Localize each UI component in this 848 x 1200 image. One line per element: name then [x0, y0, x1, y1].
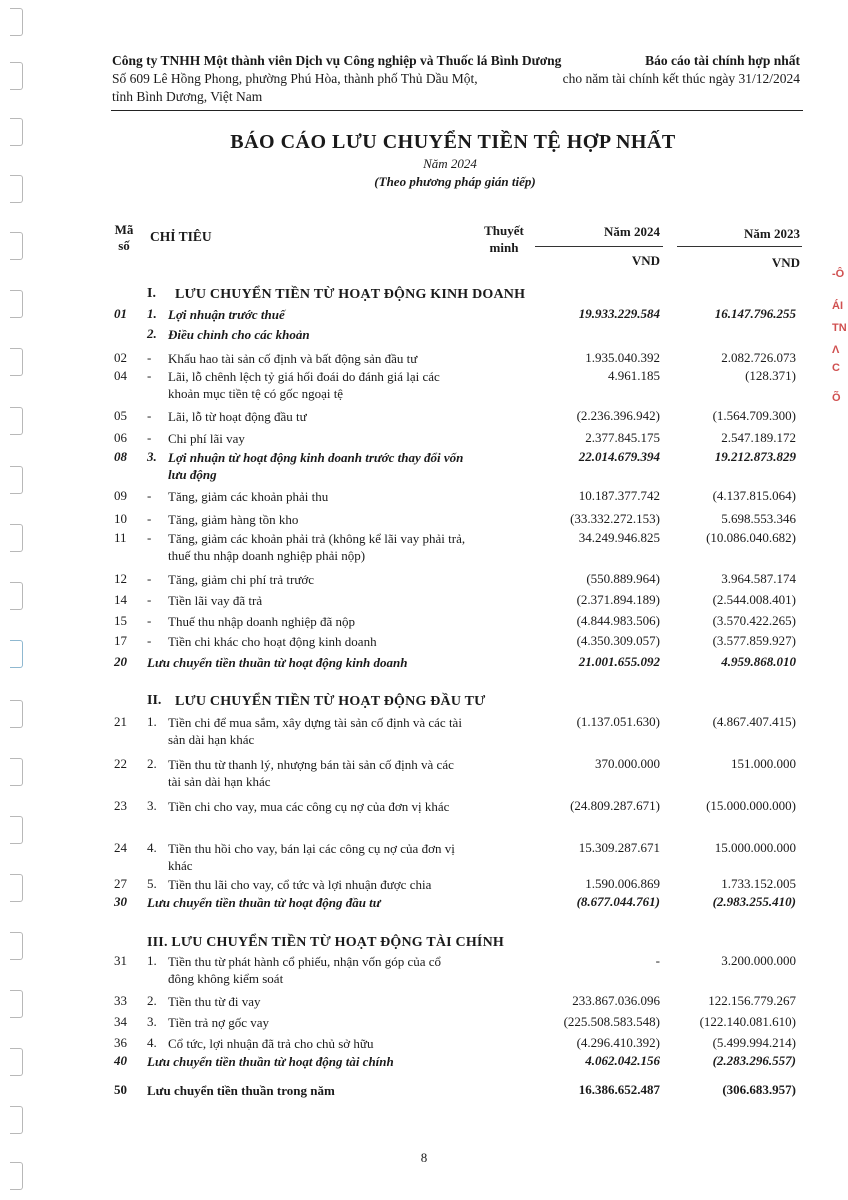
row-marker: - — [147, 408, 152, 423]
value-2023: 4.959.868.010 — [721, 654, 796, 669]
row-marker: II. — [147, 693, 162, 708]
value-2023: (2.283.296.557) — [712, 1053, 796, 1068]
row-label: Tiền chi cho vay, mua các công cụ nợ của đơn vị khác — [168, 799, 450, 814]
report-type: Báo cáo tài chính hợp nhất — [645, 53, 800, 68]
value-2023: (4.137.815.064) — [712, 488, 796, 503]
value-2024: (550.889.964) — [586, 571, 660, 586]
value-2023: (306.683.957) — [722, 1082, 796, 1097]
value-2023: (15.000.000.000) — [706, 798, 796, 813]
row-code: 40 — [114, 1053, 127, 1068]
value-2024: (225.508.583.548) — [563, 1014, 660, 1029]
value-2023: 2.547.189.172 — [721, 430, 796, 445]
row-label: Tiền thu lãi cho vay, cổ tức và lợi nhuận được chia — [168, 877, 432, 892]
row-label: Lợi nhuận trước thuế — [168, 307, 285, 322]
row-label: Lãi, lỗ chênh lệch tỷ giá hối đoái do đánh giá lại các khoản mục tiền tệ có gốc ngoại tệ — [168, 369, 440, 401]
row-label: Tiền chi khác cho hoạt động kinh doanh — [168, 634, 377, 649]
row-marker: 1. — [147, 953, 157, 968]
row-label: Tăng, giảm các khoản phải thu — [168, 489, 329, 504]
company-address-line1: Số 609 Lê Hồng Phong, phường Phú Hòa, thành phố Thủ Dầu Một, — [112, 71, 478, 86]
value-2024: 4.062.042.156 — [585, 1053, 660, 1068]
value-2024: (33.332.272.153) — [570, 511, 660, 526]
value-2023: (3.570.422.265) — [712, 613, 796, 628]
row-label: Lưu chuyển tiền thuần từ hoạt động kinh doanh — [147, 655, 408, 670]
row-marker: 5. — [147, 876, 157, 891]
row-code: 12 — [114, 571, 127, 586]
value-2024: 21.001.655.092 — [578, 654, 660, 669]
row-marker: 2. — [147, 993, 157, 1008]
row-code: 21 — [114, 714, 127, 729]
row-label: LƯU CHUYỂN TIỀN TỪ HOẠT ĐỘNG KINH DOANH — [175, 287, 526, 302]
row-marker: - — [147, 530, 152, 545]
row-marker: - — [147, 488, 152, 503]
row-label: Lợi nhuận từ hoạt động kinh doanh trước thay đổi vốn lưu động — [168, 450, 464, 482]
row-label: Tiền chi để mua sắm, xây dựng tài sản cố định và các tài sản dài hạn khác — [168, 715, 462, 747]
value-2024: (2.236.396.942) — [576, 408, 660, 423]
value-2023: 19.212.873.829 — [714, 449, 796, 464]
page-title: BÁO CÁO LƯU CHUYỂN TIỀN TỆ HỢP NHẤT — [230, 131, 676, 153]
row-code: 15 — [114, 613, 127, 628]
value-2024: (1.137.051.630) — [576, 714, 660, 729]
report-year: Năm 2024 — [423, 156, 477, 171]
value-2023: (4.867.407.415) — [712, 714, 796, 729]
row-label: Lãi, lỗ từ hoạt động đầu tư — [168, 409, 307, 424]
value-2024: - — [655, 953, 660, 968]
row-label: Lưu chuyển tiền thuần từ hoạt động đầu tư — [147, 895, 381, 910]
col-2023-header: Năm 2023 — [744, 226, 800, 241]
row-marker: 1. — [147, 714, 157, 729]
value-2023: (3.577.859.927) — [712, 633, 796, 648]
value-2023: 1.733.152.005 — [721, 876, 796, 891]
col-item-header: CHỈ TIÊU — [150, 229, 212, 244]
row-code: 17 — [114, 633, 127, 648]
value-2024: (4.844.983.506) — [576, 613, 660, 628]
row-label: LƯU CHUYỂN TIỀN TỪ HOẠT ĐỘNG ĐẦU TƯ — [175, 694, 486, 709]
value-2024: 4.961.185 — [608, 368, 660, 383]
value-2023: 16.147.796.255 — [714, 306, 796, 321]
row-code: 09 — [114, 488, 127, 503]
row-label: Lưu chuyển tiền thuần trong năm — [147, 1083, 335, 1098]
row-code: 20 — [114, 654, 127, 669]
row-code: 01 — [114, 306, 127, 321]
row-code: 08 — [114, 449, 127, 464]
row-marker: - — [147, 633, 152, 648]
value-2023: (1.564.709.300) — [712, 408, 796, 423]
row-marker: 2. — [147, 326, 157, 341]
row-label: Tăng, giảm chi phí trả trước — [168, 572, 315, 587]
row-code: 36 — [114, 1035, 127, 1050]
row-code: 33 — [114, 993, 127, 1008]
row-label: Tăng, giảm các khoản phải trả (không kể lãi vay phải trả, thuế thu nhập doanh nghiệp phải nộp) — [168, 531, 466, 563]
col-2023-rule — [677, 246, 802, 247]
value-2024: 16.386.652.487 — [578, 1082, 660, 1097]
value-2023: 122.156.779.267 — [708, 993, 796, 1008]
row-code: 02 — [114, 350, 127, 365]
row-marker: I. — [147, 286, 156, 301]
row-marker: 3. — [147, 1014, 157, 1029]
value-2024: 1.935.040.392 — [585, 350, 660, 365]
row-marker: 3. — [147, 798, 157, 813]
row-code: 06 — [114, 430, 127, 445]
row-code: 14 — [114, 592, 127, 607]
row-label: Tiền thu từ thanh lý, nhượng bán tài sản cố định và các tài sản dài hạn khác — [168, 757, 454, 789]
row-label: III. LƯU CHUYỂN TIỀN TỪ HOẠT ĐỘNG TÀI CHÍNH — [147, 935, 504, 950]
value-2024: 233.867.036.096 — [572, 993, 660, 1008]
row-label: Điều chỉnh cho các khoản — [168, 327, 310, 342]
row-code: 50 — [114, 1082, 127, 1097]
row-marker: 4. — [147, 1035, 157, 1050]
value-2024: 370.000.000 — [595, 756, 660, 771]
row-marker: - — [147, 430, 152, 445]
value-2023: 2.082.726.073 — [721, 350, 796, 365]
value-2024: (24.809.287.671) — [570, 798, 660, 813]
company-address-line2: tỉnh Bình Dương, Việt Nam — [112, 89, 263, 104]
col-2023-unit: VND — [771, 255, 800, 270]
row-code: 22 — [114, 756, 127, 771]
value-2023: 5.698.553.346 — [721, 511, 796, 526]
value-2023: (128.371) — [745, 368, 796, 383]
value-2024: 1.590.006.869 — [585, 876, 660, 891]
row-label: Thuế thu nhập doanh nghiệp đã nộp — [168, 614, 356, 629]
row-code: 11 — [114, 530, 127, 545]
value-2023: (122.140.081.610) — [699, 1014, 796, 1029]
row-marker: - — [147, 511, 152, 526]
col-2024-header: Năm 2024 — [604, 224, 660, 239]
value-2024: (8.677.044.761) — [576, 894, 660, 909]
value-2024: (4.296.410.392) — [576, 1035, 660, 1050]
company-name: Công ty TNHH Một thành viên Dịch vụ Công nghiệp và Thuốc lá Bình Dương — [112, 53, 562, 68]
header-rule — [111, 110, 803, 111]
value-2024: 19.933.229.584 — [578, 306, 660, 321]
row-marker: - — [147, 613, 152, 628]
value-2023: 3.200.000.000 — [721, 953, 796, 968]
row-code: 27 — [114, 876, 127, 891]
row-marker: 1. — [147, 306, 157, 321]
row-code: 04 — [114, 368, 127, 383]
report-method: (Theo phương pháp gián tiếp) — [374, 174, 536, 189]
value-2024: 22.014.679.394 — [578, 449, 660, 464]
row-marker: - — [147, 350, 152, 365]
value-2023: 15.000.000.000 — [714, 840, 796, 855]
value-2023: 3.964.587.174 — [721, 571, 796, 586]
col-code-header: Mã số — [114, 222, 134, 253]
row-label: Cổ tức, lợi nhuận đã trả cho chủ sở hữu — [168, 1036, 374, 1051]
value-2024: 2.377.845.175 — [585, 430, 660, 445]
row-marker: 2. — [147, 756, 157, 771]
row-code: 30 — [114, 894, 127, 909]
row-label: Tiền thu hồi cho vay, bán lại các công cụ nợ của đơn vị khác — [168, 841, 455, 873]
row-label: Khấu hao tài sản cố định và bất động sản đầu tư — [168, 351, 418, 366]
report-period: cho năm tài chính kết thúc ngày 31/12/2024 — [562, 71, 800, 86]
row-marker: 4. — [147, 840, 157, 855]
value-2023: (2.983.255.410) — [712, 894, 796, 909]
row-marker: 3. — [147, 449, 157, 464]
row-code: 23 — [114, 798, 127, 813]
value-2023: 151.000.000 — [731, 756, 796, 771]
col-2024-unit: VND — [631, 253, 660, 268]
row-label: Tiền lãi vay đã trả — [168, 593, 263, 608]
row-label: Tăng, giảm hàng tồn kho — [168, 512, 299, 527]
value-2024: 34.249.946.825 — [578, 530, 660, 545]
value-2023: (2.544.008.401) — [712, 592, 796, 607]
page-number: 8 — [420, 1150, 428, 1165]
value-2024: 10.187.377.742 — [578, 488, 660, 503]
row-code: 10 — [114, 511, 127, 526]
row-marker: - — [147, 571, 152, 586]
col-note-header: Thuyết minh — [484, 223, 524, 255]
col-2024-rule — [535, 246, 663, 247]
row-label: Tiền thu từ phát hành cổ phiếu, nhận vốn góp của cổ đông không kiểm soát — [168, 954, 442, 986]
row-label: Tiền trả nợ gốc vay — [168, 1015, 269, 1030]
row-label: Tiền thu từ đi vay — [168, 994, 261, 1009]
value-2024: (4.350.309.057) — [576, 633, 660, 648]
row-label: Chi phí lãi vay — [168, 431, 245, 446]
row-code: 31 — [114, 953, 127, 968]
row-code: 05 — [114, 408, 127, 423]
value-2024: 15.309.287.671 — [578, 840, 660, 855]
row-code: 34 — [114, 1014, 127, 1029]
value-2024: (2.371.894.189) — [576, 592, 660, 607]
value-2023: (10.086.040.682) — [706, 530, 796, 545]
value-2023: (5.499.994.214) — [712, 1035, 796, 1050]
row-label: Lưu chuyển tiền thuần từ hoạt động tài chính — [147, 1054, 394, 1069]
row-code: 24 — [114, 840, 127, 855]
row-marker: - — [147, 368, 152, 383]
row-marker: - — [147, 592, 152, 607]
